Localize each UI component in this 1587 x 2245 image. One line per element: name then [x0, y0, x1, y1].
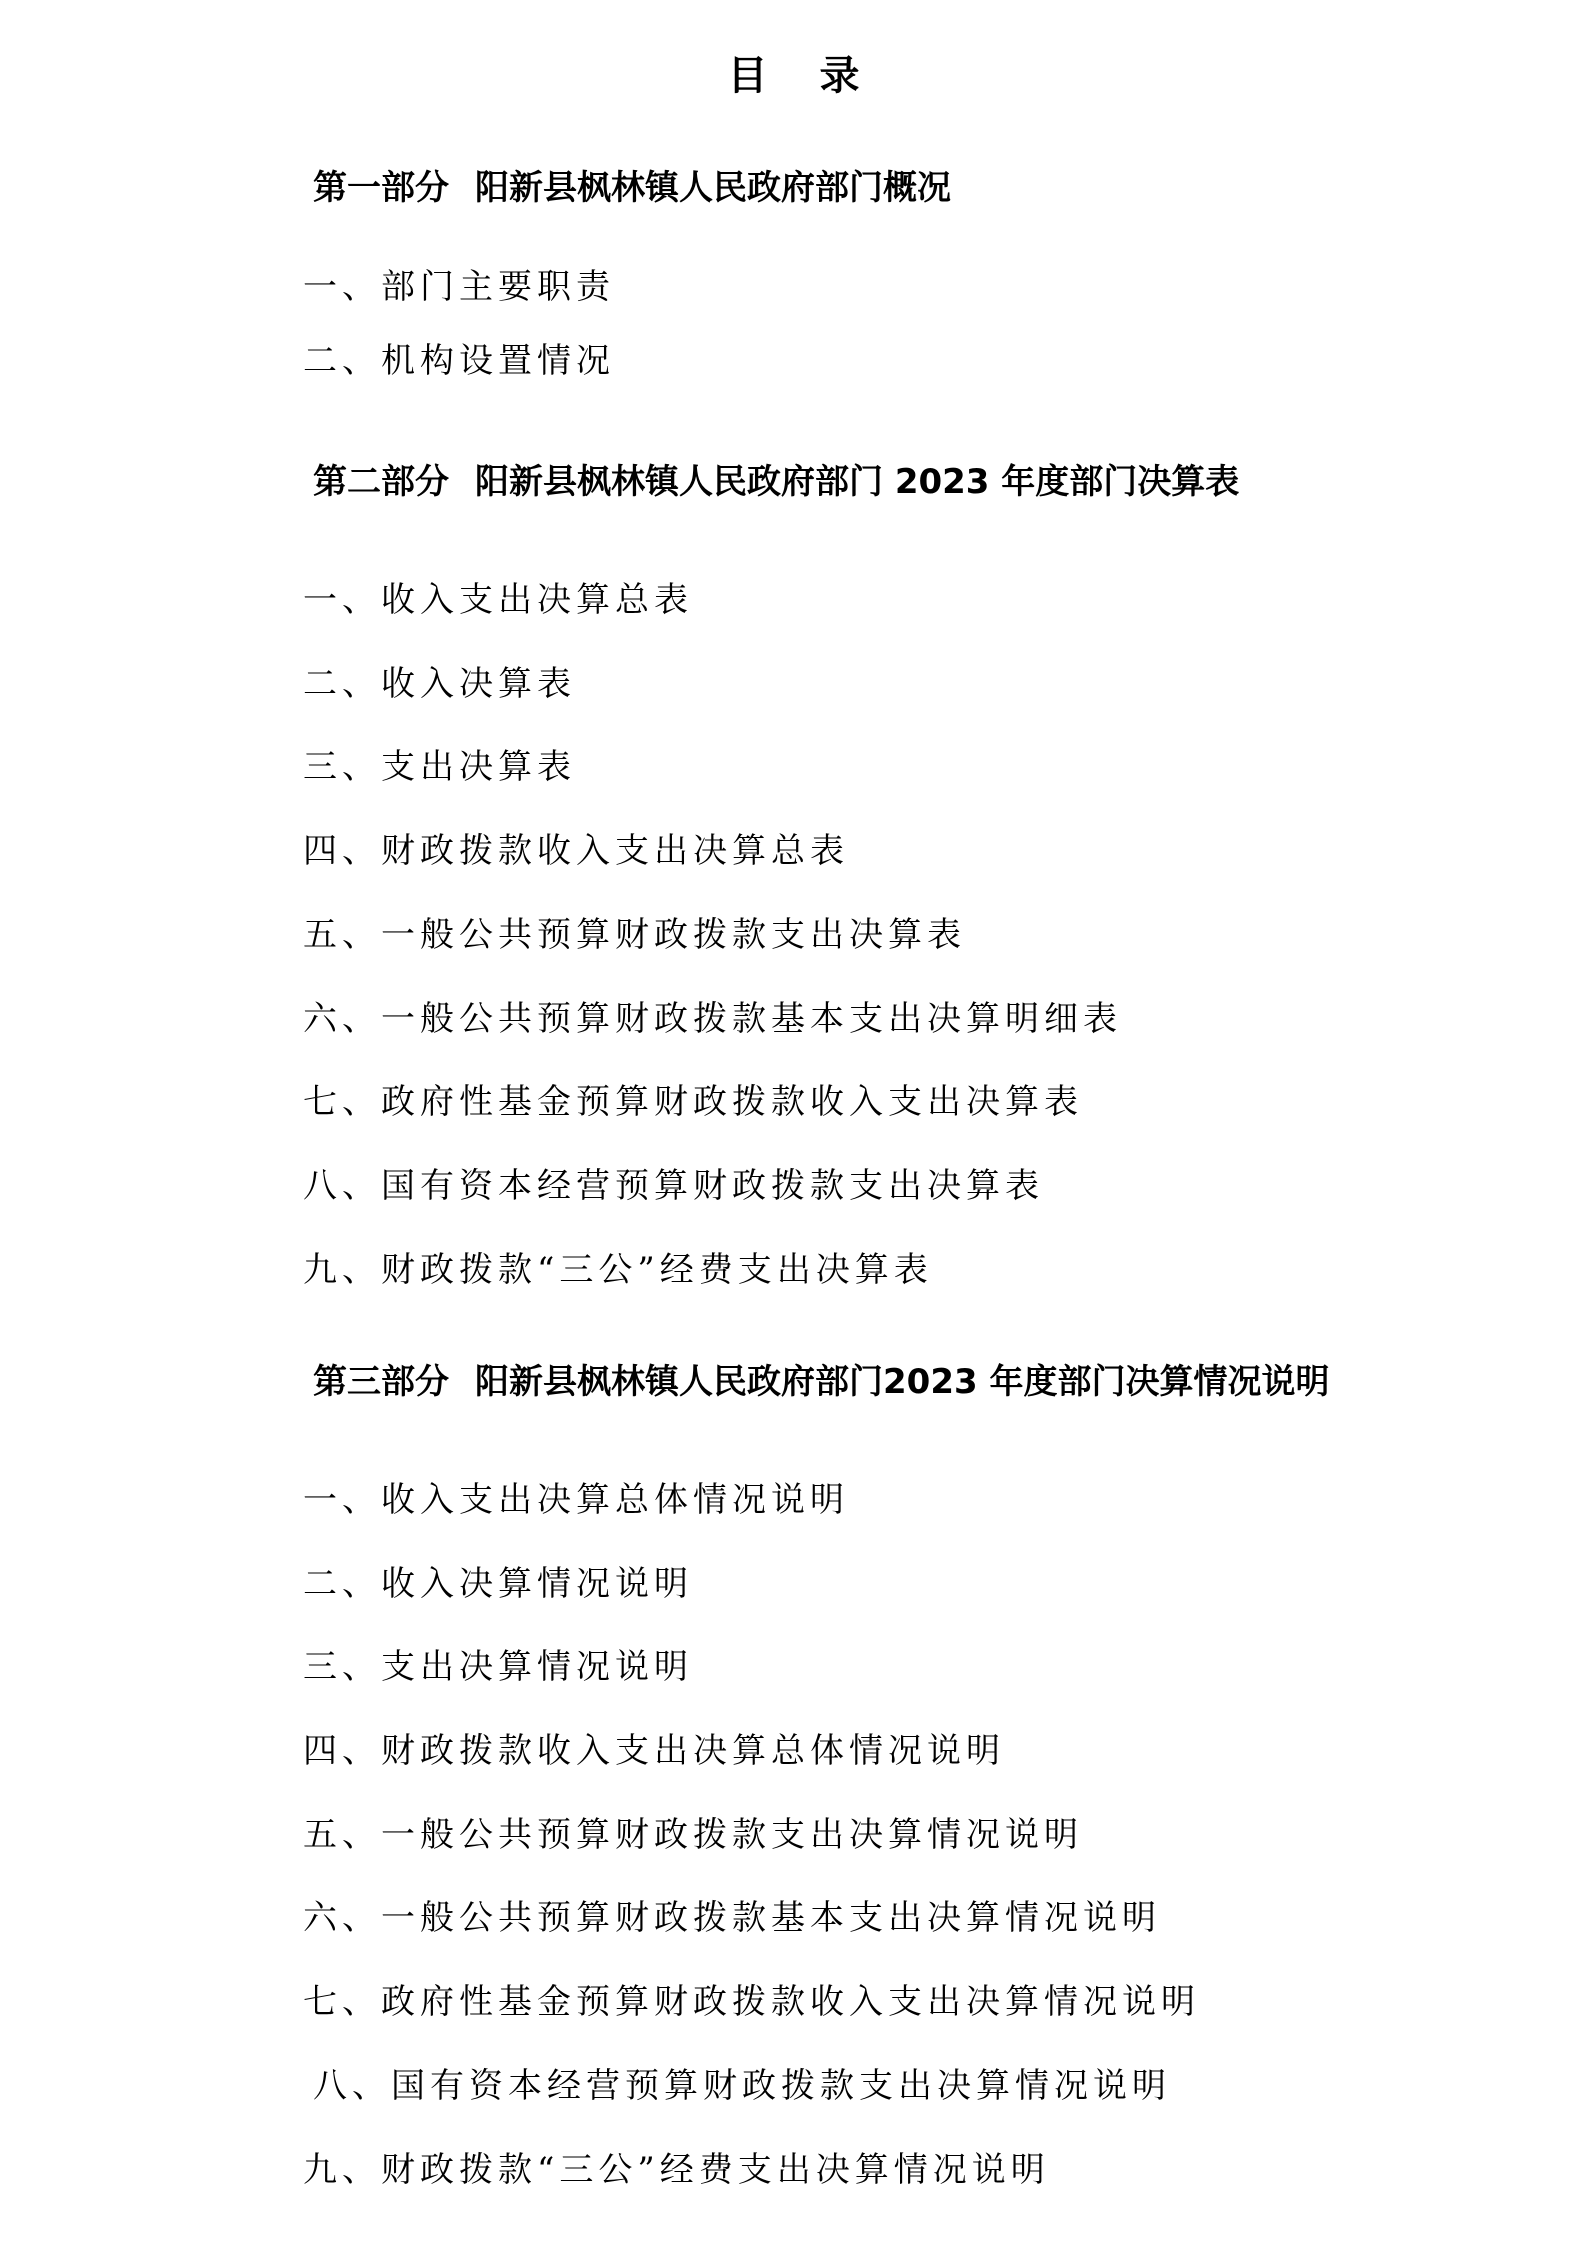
- toc-item[interactable]: 四、财政拨款收入支出决算总表: [303, 831, 849, 871]
- toc-item[interactable]: 六、一般公共预算财政拨款基本支出决算明细表: [303, 999, 1122, 1039]
- toc-item[interactable]: 九、财政拨款“三公”经费支出决算表: [303, 1250, 933, 1290]
- part-label: 第二部分: [313, 462, 449, 502]
- toc-item[interactable]: 二、收入决算情况说明: [303, 1564, 693, 1604]
- toc-item[interactable]: 四、财政拨款收入支出决算总体情况说明: [303, 1731, 1005, 1771]
- toc-item[interactable]: 二、机构设置情况: [303, 341, 615, 381]
- toc-item[interactable]: 二、收入决算表: [303, 664, 576, 704]
- toc-item[interactable]: 一、收入支出决算总表: [303, 580, 693, 620]
- toc-item[interactable]: 一、收入支出决算总体情况说明: [303, 1480, 849, 1520]
- part-heading-3[interactable]: [313, 1358, 1329, 1406]
- toc-item[interactable]: 一、部门主要职责: [303, 267, 615, 307]
- toc-item[interactable]: 五、一般公共预算财政拨款支出决算表: [303, 915, 966, 955]
- part-heading-2[interactable]: [313, 458, 1239, 506]
- toc-item[interactable]: 三、支出决算表: [303, 747, 576, 787]
- toc-item[interactable]: 五、一般公共预算财政拨款支出决算情况说明: [303, 1815, 1083, 1855]
- toc-item[interactable]: 八、国有资本经营预算财政拨款支出决算情况说明: [313, 2066, 1171, 2106]
- toc-item[interactable]: 七、政府性基金预算财政拨款收入支出决算表: [303, 1082, 1083, 1122]
- part-label: 第一部分: [313, 168, 449, 208]
- toc-item[interactable]: 三、支出决算情况说明: [303, 1647, 693, 1687]
- page-title: 目录: [727, 53, 912, 99]
- part-title: 阳新县枫林镇人民政府部门2023 年度部门决算情况说明: [475, 1362, 1330, 1402]
- toc-item[interactable]: 六、一般公共预算财政拨款基本支出决算情况说明: [303, 1898, 1161, 1938]
- toc-item[interactable]: 八、国有资本经营预算财政拨款支出决算表: [303, 1166, 1044, 1206]
- part-title: 阳新县枫林镇人民政府部门 2023 年度部门决算表: [475, 462, 1240, 502]
- part-title: 阳新县枫林镇人民政府部门概况: [475, 168, 951, 208]
- toc-item[interactable]: 九、财政拨款“三公”经费支出决算情况说明: [303, 2150, 1050, 2190]
- part-heading-1[interactable]: [313, 164, 951, 212]
- toc-item[interactable]: 七、政府性基金预算财政拨款收入支出决算情况说明: [303, 1982, 1200, 2022]
- part-label: 第三部分: [313, 1362, 449, 1402]
